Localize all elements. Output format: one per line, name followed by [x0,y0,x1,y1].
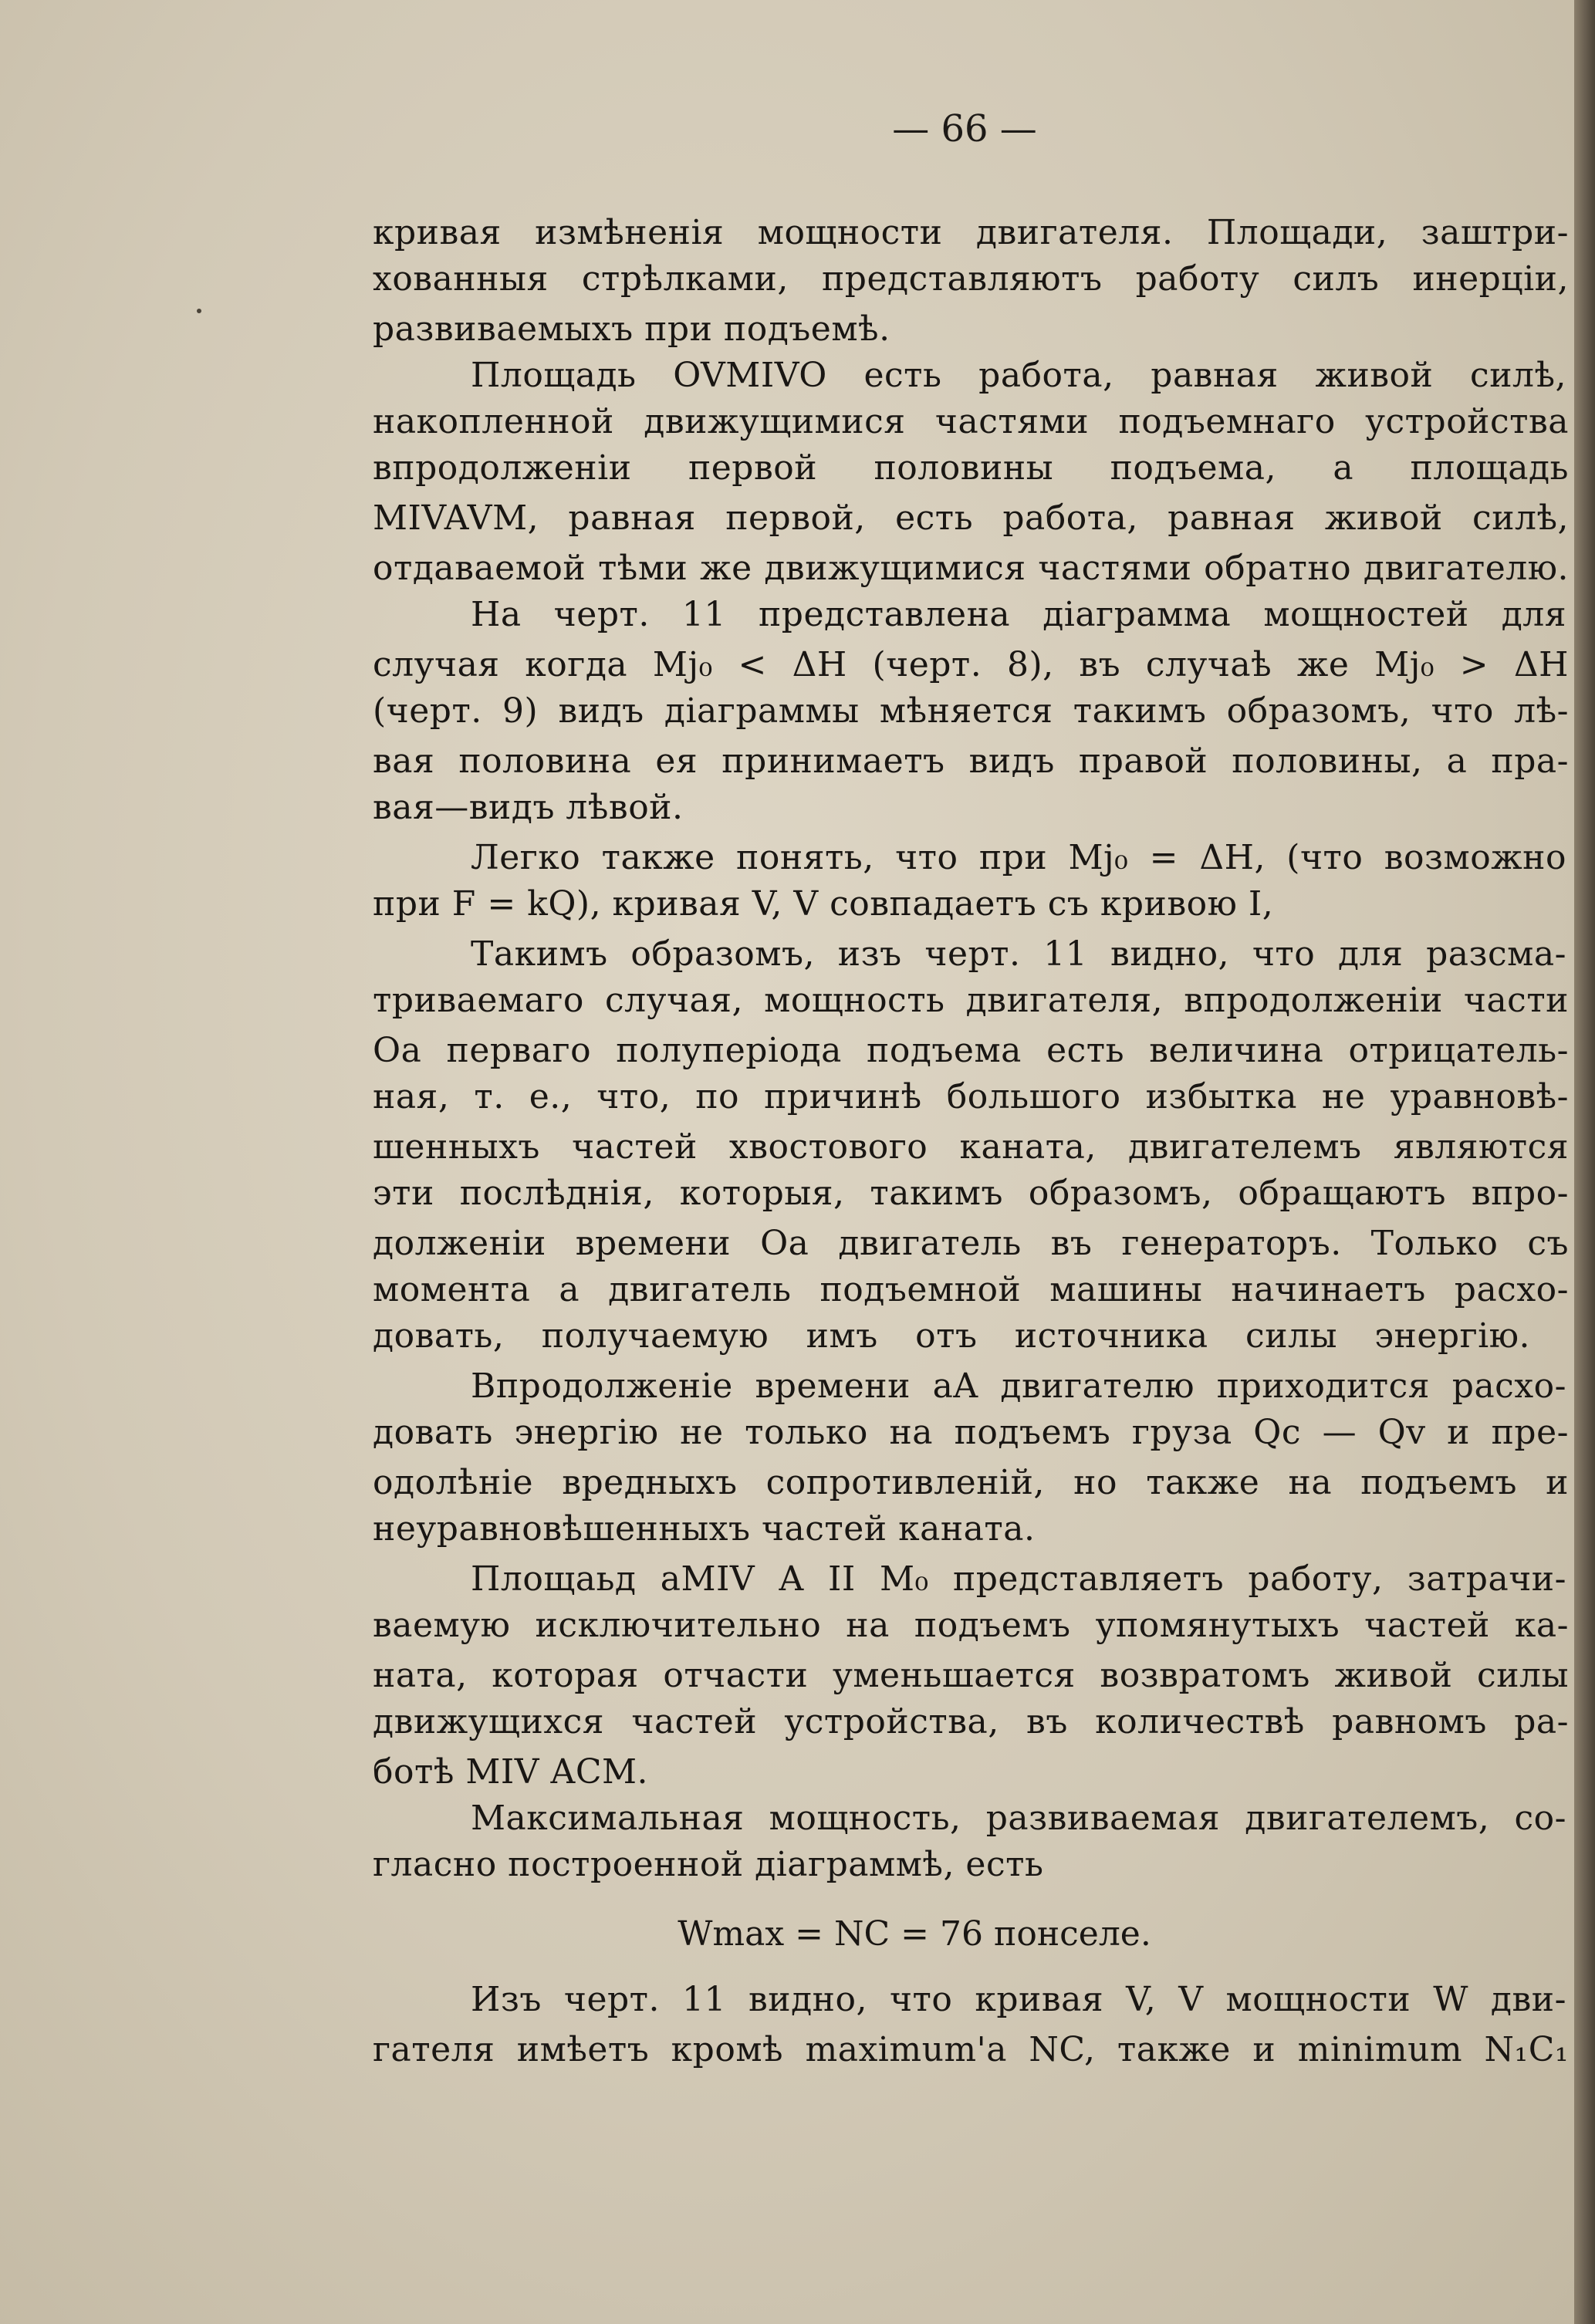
text-line: довать, получаемую имъ отъ источника силы энергію. [373,1316,1530,1356]
text-line: Такимъ образомъ, изъ черт. 11 видно, что для разсма- [471,934,1566,974]
text-line: гласно построенной діаграммѣ, есть [373,1845,1044,1884]
text-line: случая когда Mj₀ < ΔH (черт. 8), въ случаѣ же Mj₀ > ΔH [373,645,1569,684]
text-line: ваемую исключительно на подъемъ упомянутыхъ частей ка- [373,1606,1569,1645]
text-line: впродолженіи первой половины подъема, а площадь [373,448,1569,488]
text-line: Площадь OVMIVO есть работа, равная живой силѣ, [471,356,1566,395]
text-line: долженіи времени Oa двигатель въ генераторъ. Только съ [373,1224,1569,1263]
text-line: (черт. 9) видъ діаграммы мѣняется такимъ образомъ, что лѣ- [373,691,1569,731]
text-line: довать энергію не только на подъемъ груза Qc — Qv и пре- [373,1413,1569,1452]
text-line: вая—видъ лѣвой. [373,788,684,827]
text-line: отдаваемой тѣми же движущимися частями обратно двигателю. [373,549,1569,588]
text-line: ната, которая отчасти уменьшается возвратомъ живой силы [373,1656,1569,1695]
formula-line: Wmax = NC = 76 понселе. [678,1914,1151,1954]
text-line: эти послѣднія, которыя, такимъ образомъ, обращаютъ впро- [373,1174,1569,1213]
page-number: — 66 — [892,107,1037,150]
ink-speck [197,309,201,313]
text-line: движущихся частей устройства, въ количествѣ равномъ ра- [373,1702,1569,1741]
text-line: ботѣ MIV ACM. [373,1752,649,1792]
text-line: MIVAVM, равная первой, есть работа, равная живой силѣ, [373,498,1569,538]
text-line: Изъ черт. 11 видно, что кривая V, V мощности W дви- [471,1980,1566,2019]
text-line: Впродолженіе времени aA двигателю приходится расхо- [471,1366,1566,1406]
text-line: гателя имѣетъ кромѣ maximum'a NC, также и minimum N₁C₁ [373,2030,1569,2069]
text-line: накопленной движущимися частями подъемнаго устройства [373,402,1569,441]
text-line: развиваемыхъ при подъемѣ. [373,309,890,349]
text-line: неуравновѣшенныхъ частей каната. [373,1509,1036,1549]
text-line: На черт. 11 представлена діаграмма мощностей для [471,595,1566,634]
text-line: Oa перваго полупеpіода подъема есть величина отрицатель- [373,1031,1569,1070]
text-line: момента a двигатель подъемной машины начинаетъ расхо- [373,1270,1569,1309]
text-line: Легко также понять, что при Mj₀ = ΔH, (что возможно [471,838,1566,877]
text-line: шенныхъ частей хвостового каната, двигателемъ являются [373,1127,1569,1167]
text-line: кривая измѣненія мощности двигателя. Площади, заштри- [373,213,1569,252]
text-line: Максимальная мощность, развиваемая двигателемъ, со- [471,1799,1566,1838]
text-line: триваемаго случая, мощность двигателя, впродолженіи части [373,981,1569,1020]
text-line: ная, т. е., что, по причинѣ большого избытка не уравновѣ- [373,1077,1569,1116]
text-line: одолѣніе вредныхъ сопротивленій, но также на подъемъ и [373,1463,1569,1502]
text-line: Площаьд aMIV A II M₀ представляетъ работу, затрачи- [471,1559,1566,1599]
text-line: хованныя стрѣлками, представляютъ работу силъ инерціи, [373,259,1569,299]
text-line: вая половина ея принимаетъ видъ правой половины, а пра- [373,741,1569,781]
text-line: при F = kQ), кривая V, V совпадаетъ съ кривою I, [373,884,1274,924]
